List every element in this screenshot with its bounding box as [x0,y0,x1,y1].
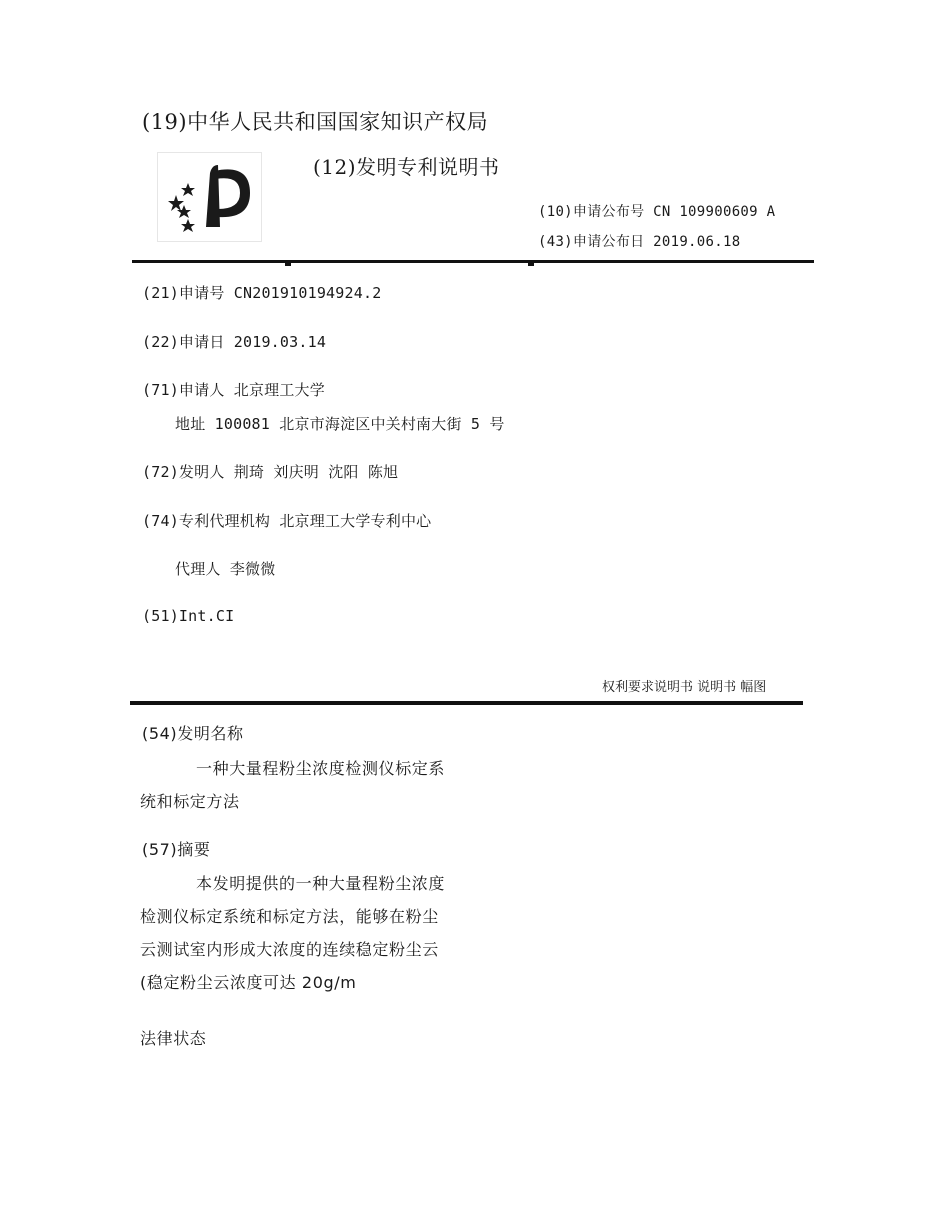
abstract-line-4: (稳定粉尘云浓度可达 20g/m [140,973,357,992]
document-nav-links[interactable]: 权利要求说明书 说明书 幅图 [602,680,767,695]
application-number: (21)申请号 CN201910194924.2 [142,284,382,302]
inventors: (72)发明人 荆琦 刘庆明 沈阳 陈旭 [142,463,399,481]
publication-number: (10)申请公布号 CN 109900609 A [538,204,776,220]
publication-date: (43)申请公布日 2019.06.18 [538,234,741,250]
applicant: (71)申请人 北京理工大学 [142,381,325,399]
abstract-line-1: 本发明提供的一种大量程粉尘浓度 [196,874,446,893]
patent-agent: 代理人 李微微 [175,560,276,578]
document-type: (12)发明专利说明书 [313,155,500,179]
invention-title-line-1: 一种大量程粉尘浓度检测仪标定系 [196,759,446,778]
abstract-label: (57)摘要 [142,840,211,859]
int-classification: (51)Int.CI [142,607,235,625]
invention-title-line-2: 统和标定方法 [140,792,240,811]
abstract-line-3: 云测试室内形成大浓度的连续稳定粉尘云 [140,940,439,959]
legal-status-heading: 法律状态 [140,1029,207,1048]
title-section-label: (54)发明名称 [142,724,244,743]
applicant-address: 地址 100081 北京市海淀区中关村南大街 5 号 [175,415,505,433]
application-date: (22)申请日 2019.03.14 [142,333,327,351]
patent-agency: (74)专利代理机构 北京理工大学专利中心 [142,512,432,530]
abstract-line-2: 检测仪标定系统和标定方法，能够在粉尘 [140,907,439,926]
cnipa-emblem-icon [157,152,262,242]
issuing-office: (19)中华人民共和国国家知识产权局 [142,110,489,134]
section-divider [130,701,803,705]
header-divider [132,260,814,263]
